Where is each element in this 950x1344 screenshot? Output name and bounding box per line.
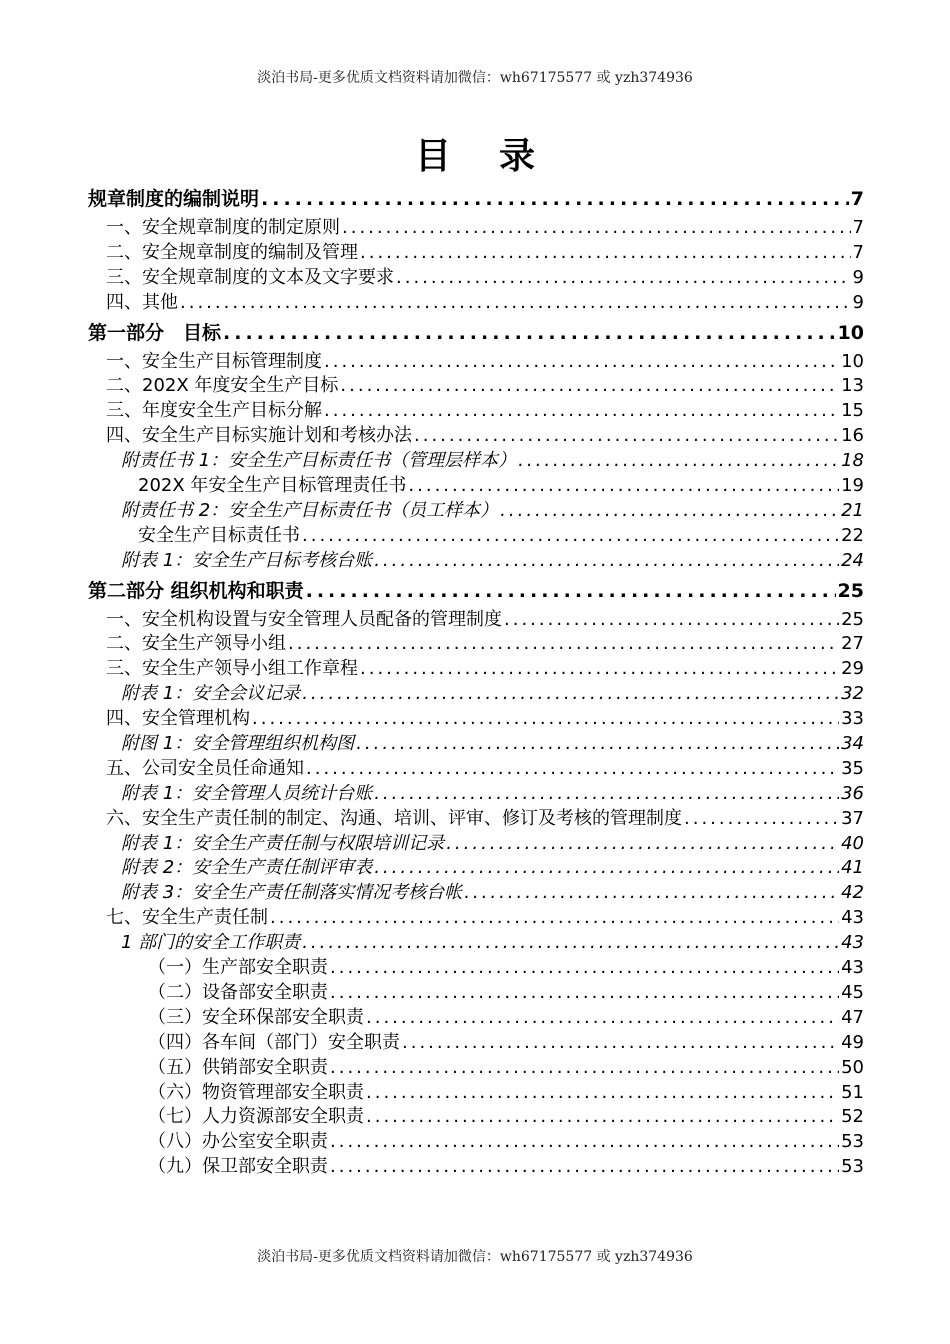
toc-entry-page: 53: [841, 1156, 864, 1178]
toc-entry[interactable]: [88, 499, 864, 524]
toc-entry[interactable]: [88, 1130, 864, 1155]
toc-entry-page: 24: [841, 549, 864, 571]
toc-entry-page: 10: [841, 350, 864, 372]
dot-leader: [330, 981, 839, 1006]
toc-entry[interactable]: [88, 782, 864, 807]
toc-entry[interactable]: [88, 316, 864, 350]
toc-entry-page: 42: [841, 882, 864, 904]
dot-leader: [374, 856, 839, 881]
dot-leader: [518, 449, 839, 474]
toc-entry-page: 13: [841, 375, 864, 397]
toc-entry-title: 四、其他: [106, 291, 178, 313]
toc-entry-title: 安全生产目标责任书: [138, 524, 300, 546]
toc-entry-title: （三）安全环保部安全职责: [148, 1006, 364, 1028]
toc-entry-title: 三、安全规章制度的文本及文字要求: [106, 266, 394, 288]
toc-entry-page: 49: [841, 1031, 864, 1053]
toc-entry[interactable]: [88, 682, 864, 707]
toc-entry-page: 25: [841, 608, 864, 630]
dot-leader: [446, 832, 839, 857]
toc-entry-page: 10: [837, 321, 864, 344]
dot-leader: [302, 524, 839, 549]
toc-entry-page: 47: [841, 1006, 864, 1028]
dot-leader: [340, 374, 839, 399]
dot-leader: [180, 291, 851, 316]
toc-entry-page: 52: [841, 1106, 864, 1128]
toc-entry[interactable]: [88, 931, 864, 956]
toc-entry-page: 29: [841, 658, 864, 680]
toc-entry-title: 一、安全机构设置与安全管理人员配备的管理制度: [106, 608, 502, 630]
toc-entry-title: （八）办公室安全职责: [148, 1131, 328, 1153]
toc-entry[interactable]: [88, 856, 864, 881]
toc-entry[interactable]: [88, 1155, 864, 1180]
toc-entry[interactable]: [88, 399, 864, 424]
toc-entry-page: 35: [841, 757, 864, 779]
toc-entry-title: 规章制度的编制说明: [88, 188, 260, 210]
dot-leader: [684, 807, 839, 832]
toc-entry[interactable]: [88, 981, 864, 1006]
toc-entry-page: 15: [841, 400, 864, 422]
toc-entry[interactable]: [88, 1056, 864, 1081]
toc-entry-page: 7: [850, 188, 864, 210]
toc-entry-title: （七）人力资源部安全职责: [148, 1106, 364, 1128]
toc-entry-page: 43: [841, 957, 864, 979]
toc-entry-page: 37: [841, 807, 864, 829]
toc-entry[interactable]: [88, 1031, 864, 1056]
toc-entry[interactable]: [88, 832, 864, 857]
toc-entry[interactable]: [88, 549, 864, 574]
toc-entry-title: 六、安全生产责任制的制定、沟通、培训、评审、修订及考核的管理制度: [106, 807, 682, 829]
toc-entry-page: 51: [841, 1081, 864, 1103]
toc-entry-page: 36: [841, 782, 864, 804]
toc-entry-page: 40: [841, 832, 864, 854]
toc-entry-page: 50: [841, 1056, 864, 1078]
page-title: 目录: [414, 136, 583, 177]
toc-entry-page: 33: [841, 708, 864, 730]
toc-entry-title: 第二部分 组织机构和职责: [88, 579, 304, 602]
dot-leader: [330, 1155, 839, 1180]
toc-entry-page: 25: [837, 579, 864, 602]
toc-entry-page: 9: [852, 291, 864, 313]
dot-leader: [366, 1006, 839, 1031]
toc-entry[interactable]: [88, 1081, 864, 1106]
dot-leader: [261, 182, 849, 216]
dot-leader: [360, 241, 851, 266]
toc-entry-title: 附表 1：安全生产目标考核台账: [121, 549, 373, 571]
toc-entry[interactable]: [88, 424, 864, 449]
toc-entry-page: 32: [841, 683, 864, 705]
toc-entry-title: （二）设备部安全职责: [148, 981, 328, 1003]
toc-entry-title: 四、安全管理机构: [106, 708, 250, 730]
toc-entry-title: 202X 年安全生产目标管理责任书: [138, 475, 407, 497]
toc-entry-page: 34: [841, 733, 864, 755]
dot-leader: [360, 657, 839, 682]
toc-entry[interactable]: [88, 1006, 864, 1031]
toc-entry[interactable]: [88, 757, 864, 782]
dot-leader: [302, 682, 839, 707]
toc-entry-title: 附表 1：安全管理人员统计台账: [121, 782, 373, 804]
toc-entry-title: 附责任书 2：安全生产目标责任书（员工样本）: [121, 499, 499, 521]
toc-entry-page: 7: [852, 241, 864, 263]
toc-entry-title: （四）各车间（部门）安全职责: [148, 1031, 400, 1053]
toc-entry[interactable]: [88, 216, 864, 241]
toc-entry-page: 18: [841, 450, 864, 472]
toc-entry[interactable]: [88, 707, 864, 732]
toc-entry-page: 53: [841, 1131, 864, 1153]
toc-entry-title: 三、年度安全生产目标分解: [106, 400, 322, 422]
toc-entry-title: 二、202X 年度安全生产目标: [106, 375, 339, 397]
toc-entry-title: 1 部门的安全工作职责: [121, 932, 301, 954]
toc-entry[interactable]: [88, 657, 864, 682]
dot-leader: [330, 1056, 839, 1081]
toc-entry[interactable]: [88, 574, 864, 608]
toc-entry[interactable]: [88, 632, 864, 657]
toc-entry-page: 22: [841, 524, 864, 546]
dot-leader: [402, 1031, 839, 1056]
toc-entry-title: 四、安全生产目标实施计划和考核办法: [106, 425, 412, 447]
toc-entry-page: 9: [852, 266, 864, 288]
dot-leader: [356, 732, 839, 757]
toc-entry-title: 附表 2：安全生产责任制评审表: [121, 857, 373, 879]
toc-entry-page: 16: [841, 425, 864, 447]
toc-entry[interactable]: [88, 266, 864, 291]
toc-entry-title: 附责任书 1：安全生产目标责任书（管理层样本）: [121, 450, 517, 472]
dot-leader: [500, 499, 839, 524]
toc-entry-title: 七、安全生产责任制: [106, 907, 268, 929]
toc-entry-title: 五、公司安全员任命通知: [106, 757, 304, 779]
toc-entry[interactable]: [88, 1105, 864, 1130]
dot-leader: [306, 574, 836, 608]
toc-entry-title: （六）物资管理部安全职责: [148, 1081, 364, 1103]
toc-entry-title: 二、安全生产领导小组: [106, 633, 286, 655]
toc-entry[interactable]: [88, 608, 864, 633]
toc-entry[interactable]: [88, 291, 864, 316]
dot-leader: [366, 1081, 839, 1106]
toc-entry-page: 41: [841, 857, 864, 879]
dot-leader: [464, 881, 839, 906]
dot-leader: [374, 549, 839, 574]
toc-entry-title: 一、安全生产目标管理制度: [106, 350, 322, 372]
dot-leader: [306, 757, 839, 782]
toc-entry[interactable]: [88, 182, 864, 216]
dot-leader: [374, 782, 839, 807]
dot-leader: [330, 1130, 839, 1155]
dot-leader: [366, 1105, 839, 1130]
toc-entry-page: 45: [841, 981, 864, 1003]
toc-entry-title: （一）生产部安全职责: [148, 957, 328, 979]
toc-entry[interactable]: [88, 374, 864, 399]
toc-entry-title: 附图 1：安全管理组织机构图: [121, 733, 355, 755]
toc-entry-page: 7: [852, 217, 864, 238]
toc-entry-page: 27: [841, 633, 864, 655]
dot-leader: [330, 956, 839, 981]
page-header: 淡泊书局-更多优质文档资料请加微信：wh67175577 或 yzh374936: [257, 70, 693, 86]
toc-entry[interactable]: [88, 241, 864, 266]
dot-leader: [252, 707, 839, 732]
toc-entry-title: 附表 1：安全生产责任制与权限培训记录: [121, 832, 445, 854]
toc-entry-title: （五）供销部安全职责: [148, 1056, 328, 1078]
toc-entry-page: 43: [841, 907, 864, 929]
dot-leader: [408, 474, 839, 499]
toc-entry[interactable]: [88, 807, 864, 832]
toc-entry-title: 三、安全生产领导小组工作章程: [106, 658, 358, 680]
dot-leader: [342, 216, 851, 241]
toc-entry[interactable]: [88, 732, 864, 757]
dot-leader: [504, 608, 839, 633]
dot-leader: [288, 632, 839, 657]
dot-leader: [302, 931, 839, 956]
toc-entry[interactable]: [88, 956, 864, 981]
table-of-contents: [88, 182, 864, 1180]
page-footer: 淡泊书局-更多优质文档资料请加微信：wh67175577 或 yzh374936: [257, 1249, 693, 1265]
toc-entry-title: 附表 1：安全会议记录: [121, 683, 301, 705]
toc-entry-title: 附表 3：安全生产责任制落实情况考核台帐: [121, 882, 463, 904]
dot-leader: [414, 424, 839, 449]
dot-leader: [396, 266, 851, 291]
dot-leader: [324, 350, 839, 375]
toc-entry-title: （九）保卫部安全职责: [148, 1156, 328, 1178]
toc-entry-title: 第一部分 目标: [88, 321, 222, 344]
toc-entry-page: 21: [841, 499, 864, 521]
toc-entry-page: 19: [841, 475, 864, 497]
dot-leader: [324, 399, 839, 424]
toc-entry[interactable]: [88, 524, 864, 549]
toc-entry[interactable]: [88, 350, 864, 375]
toc-entry-title: 二、安全规章制度的编制及管理: [106, 241, 358, 263]
dot-leader: [223, 316, 836, 350]
toc-entry[interactable]: [88, 906, 864, 931]
toc-entry[interactable]: [88, 474, 864, 499]
toc-entry-title: 一、安全规章制度的制定原则: [106, 217, 340, 238]
toc-entry[interactable]: [88, 881, 864, 906]
toc-entry-page: 43: [841, 932, 864, 954]
dot-leader: [270, 906, 839, 931]
toc-entry[interactable]: [88, 449, 864, 474]
